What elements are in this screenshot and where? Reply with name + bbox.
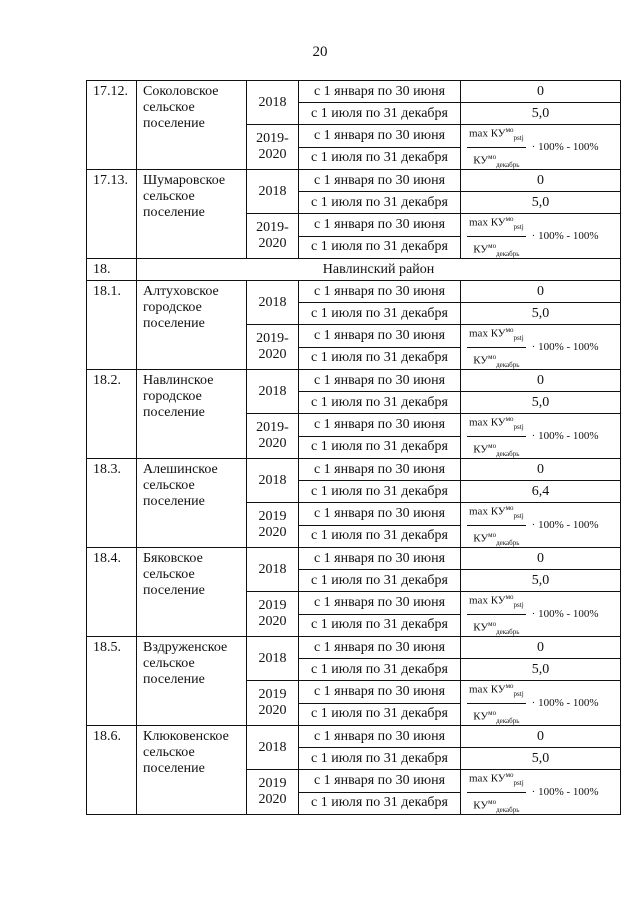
table-row <box>87 81 621 103</box>
formula: $\frac{\max КУ^{мо}_{pstj}}{КУ^{мо}_{декабрь}}$ · 100% - 100% <box>461 325 620 369</box>
formula: $\frac{\max КУ^{мо}_{pstj}}{КУ^{мо}_{декабрь}}$ · 100% - 100% <box>461 414 620 458</box>
year-cell: 2018 <box>247 81 299 125</box>
settlement-name: Шумаровское сельское поселение <box>137 170 247 259</box>
period-cell: с 1 января по 30 июня <box>299 125 461 148</box>
table-row <box>87 726 621 748</box>
period-cell: с 1 июля по 31 декабря <box>299 614 461 637</box>
settlement-name: Алешинское сельское поселение <box>137 459 247 548</box>
value-cell: 5,0 <box>461 303 621 325</box>
row-number: 17.12. <box>87 81 137 170</box>
period-cell: с 1 июля по 31 декабря <box>299 103 461 125</box>
formula-cell <box>461 770 621 815</box>
year-cell: 2018 <box>247 459 299 503</box>
value-cell: 5,0 <box>461 103 621 125</box>
row-number: 18.2. <box>87 370 137 459</box>
period-cell: с 1 июля по 31 декабря <box>299 570 461 592</box>
formula: $\frac{\max КУ^{мо}_{pstj}}{КУ^{мо}_{декабрь}}$ · 100% - 100% <box>461 125 620 169</box>
settlement-name: Клюковенское сельское поселение <box>137 726 247 815</box>
formula: $\frac{\max КУ^{мо}_{pstj}}{КУ^{мо}_{декабрь}}$ · 100% - 100% <box>461 592 620 636</box>
formula-cell <box>461 125 621 170</box>
year-cell: 2018 <box>247 170 299 214</box>
period-cell: с 1 июля по 31 декабря <box>299 392 461 414</box>
region-number: 18. <box>87 259 137 281</box>
value-cell: 5,0 <box>461 659 621 681</box>
value-cell: 0 <box>461 170 621 192</box>
year-cell: 2019 2020 <box>247 503 299 548</box>
year-cell: 2019 2020 <box>247 770 299 815</box>
year-cell: 2018 <box>247 548 299 592</box>
formula-cell <box>461 414 621 459</box>
period-cell: с 1 июля по 31 декабря <box>299 347 461 370</box>
period-cell: с 1 января по 30 июня <box>299 681 461 704</box>
period-cell: с 1 июля по 31 декабря <box>299 703 461 726</box>
table-row <box>87 370 621 392</box>
row-number: 18.4. <box>87 548 137 637</box>
tariff-table <box>86 80 621 815</box>
row-number: 18.1. <box>87 281 137 370</box>
year-cell: 2018 <box>247 726 299 770</box>
formula-cell <box>461 503 621 548</box>
period-cell: с 1 июля по 31 декабря <box>299 436 461 459</box>
year-cell: 2019-2020 <box>247 214 299 259</box>
period-cell: с 1 января по 30 июня <box>299 214 461 237</box>
period-cell: с 1 января по 30 июня <box>299 592 461 615</box>
year-cell: 2019 2020 <box>247 592 299 637</box>
region-row <box>87 259 621 281</box>
table-row <box>87 548 621 570</box>
value-cell: 0 <box>461 81 621 103</box>
table-row <box>87 459 621 481</box>
table-row <box>87 170 621 192</box>
period-cell: с 1 июля по 31 декабря <box>299 303 461 325</box>
value-cell: 6,4 <box>461 481 621 503</box>
value-cell: 0 <box>461 637 621 659</box>
value-cell: 0 <box>461 548 621 570</box>
period-cell: с 1 января по 30 июня <box>299 503 461 526</box>
year-cell: 2019-2020 <box>247 325 299 370</box>
settlement-name: Вздруженское сельское поселение <box>137 637 247 726</box>
settlement-name: Алтуховское городское поселение <box>137 281 247 370</box>
settlement-name: Бяковское сельское поселение <box>137 548 247 637</box>
period-cell: с 1 января по 30 июня <box>299 548 461 570</box>
value-cell: 5,0 <box>461 570 621 592</box>
row-number: 18.5. <box>87 637 137 726</box>
formula: $\frac{\max КУ^{мо}_{pstj}}{КУ^{мо}_{декабрь}}$ · 100% - 100% <box>461 503 620 547</box>
year-cell: 2019 2020 <box>247 681 299 726</box>
period-cell: с 1 января по 30 июня <box>299 770 461 793</box>
settlement-name: Соколовское сельское поселение <box>137 81 247 170</box>
row-number: 18.3. <box>87 459 137 548</box>
region-name: Навлинский район <box>137 259 621 281</box>
table-row <box>87 637 621 659</box>
period-cell: с 1 января по 30 июня <box>299 170 461 192</box>
formula: $\frac{\max КУ^{мо}_{pstj}}{КУ^{мо}_{декабрь}}$ · 100% - 100% <box>461 770 620 814</box>
period-cell: с 1 января по 30 июня <box>299 726 461 748</box>
year-cell: 2019-2020 <box>247 414 299 459</box>
year-cell: 2018 <box>247 281 299 325</box>
formula-cell <box>461 681 621 726</box>
value-cell: 0 <box>461 370 621 392</box>
period-cell: с 1 января по 30 июня <box>299 637 461 659</box>
value-cell: 0 <box>461 726 621 748</box>
value-cell: 0 <box>461 281 621 303</box>
formula-cell <box>461 325 621 370</box>
row-number: 18.6. <box>87 726 137 815</box>
period-cell: с 1 июля по 31 декабря <box>299 659 461 681</box>
formula-cell <box>461 214 621 259</box>
row-number: 17.13. <box>87 170 137 259</box>
value-cell: 5,0 <box>461 192 621 214</box>
period-cell: с 1 июля по 31 декабря <box>299 192 461 214</box>
value-cell: 5,0 <box>461 392 621 414</box>
period-cell: с 1 января по 30 июня <box>299 370 461 392</box>
period-cell: с 1 января по 30 июня <box>299 281 461 303</box>
formula-cell <box>461 592 621 637</box>
period-cell: с 1 января по 30 июня <box>299 414 461 437</box>
table-row <box>87 281 621 303</box>
year-cell: 2019-2020 <box>247 125 299 170</box>
year-cell: 2018 <box>247 637 299 681</box>
period-cell: с 1 июля по 31 декабря <box>299 792 461 815</box>
formula: $\frac{\max КУ^{мо}_{pstj}}{КУ^{мо}_{декабрь}}$ · 100% - 100% <box>461 214 620 258</box>
page-number: 20 <box>312 44 328 60</box>
period-cell: с 1 января по 30 июня <box>299 325 461 348</box>
period-cell: с 1 июля по 31 декабря <box>299 147 461 170</box>
period-cell: с 1 июля по 31 декабря <box>299 525 461 548</box>
period-cell: с 1 июля по 31 декабря <box>299 481 461 503</box>
formula: $\frac{\max КУ^{мо}_{pstj}}{КУ^{мо}_{декабрь}}$ · 100% - 100% <box>461 681 620 725</box>
period-cell: с 1 января по 30 июня <box>299 81 461 103</box>
value-cell: 5,0 <box>461 748 621 770</box>
year-cell: 2018 <box>247 370 299 414</box>
settlement-name: Навлинское городское поселение <box>137 370 247 459</box>
value-cell: 0 <box>461 459 621 481</box>
period-cell: с 1 января по 30 июня <box>299 459 461 481</box>
period-cell: с 1 июля по 31 декабря <box>299 748 461 770</box>
period-cell: с 1 июля по 31 декабря <box>299 236 461 259</box>
